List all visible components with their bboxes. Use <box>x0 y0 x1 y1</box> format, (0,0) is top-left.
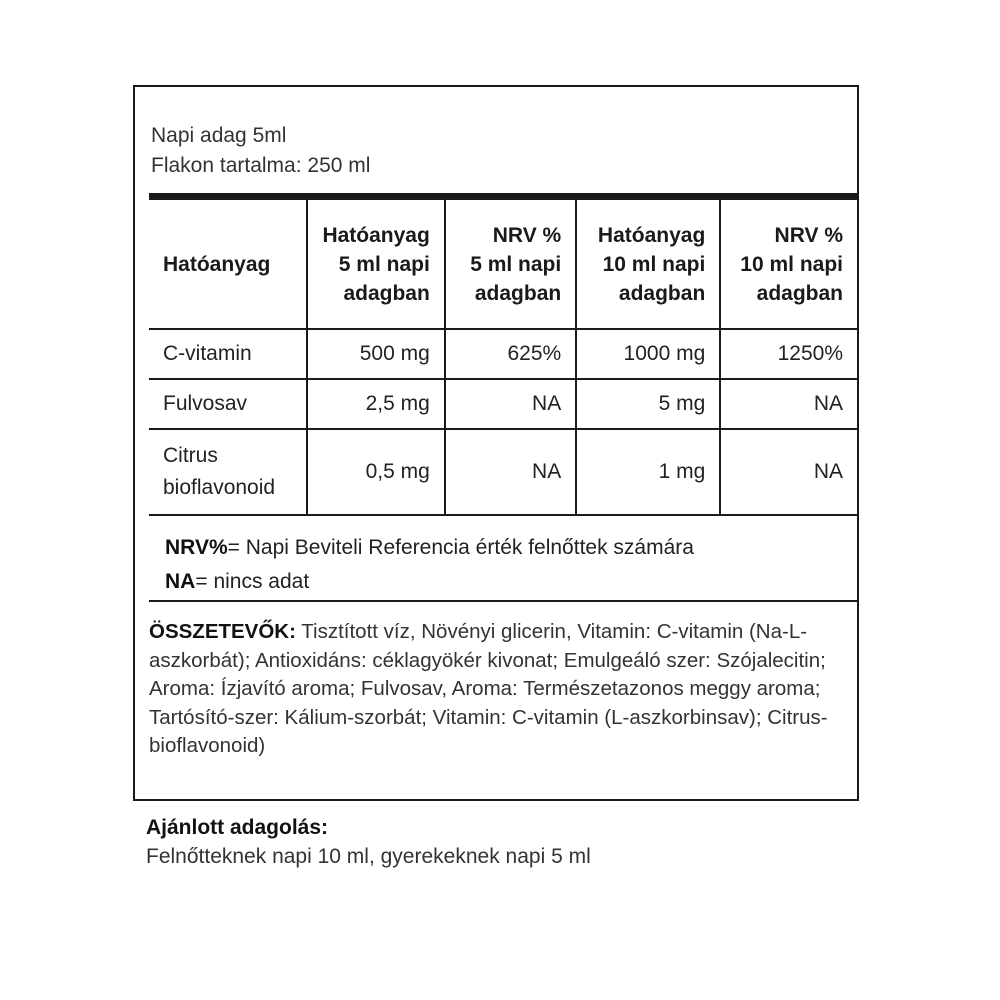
amount-10ml: 1 mg <box>576 429 720 515</box>
recommended-dosage <box>146 813 591 871</box>
header-nrv-5ml: NRV % 5 ml napi adagban <box>445 200 576 329</box>
header-amount-10ml: Hatóanyag 10 ml napi adagban <box>576 200 720 329</box>
amount-5ml: 500 mg <box>307 329 444 379</box>
ingredients-text: Tisztított víz, Növényi glicerin, Vitamin: C-vitamin (Na-L-aszkorbát); Antioxidáns: céklagyökér kivonat; Emulgeáló szer: Szójalecitin; Aroma: Ízjavító aroma; Fulvosav, Aroma: Természetazonos meggy aroma; Tartósító-szer: Kálium-szorbát; Vitamin: C-vitamin (L-aszkorbinsav); Citrus-bioflavonoid) <box>149 620 828 757</box>
amount-10ml: 1000 mg <box>576 329 720 379</box>
legend <box>165 531 694 599</box>
ingredients-title: ÖSSZETEVŐK: <box>149 620 296 643</box>
table-row <box>149 379 857 429</box>
nrv-5ml: NA <box>445 429 576 515</box>
ingredient-name: Fulvosav <box>149 379 307 429</box>
nutrition-panel <box>133 85 859 801</box>
table-row <box>149 329 857 379</box>
table-header-row <box>149 200 857 329</box>
legend-na-text: = nincs adat <box>195 570 310 593</box>
table-row <box>149 429 857 515</box>
recommended-dosage-text: Felnőtteknek napi 10 ml, gyerekeknek napi 5 ml <box>146 845 591 868</box>
thin-divider <box>149 600 857 602</box>
nrv-10ml: NA <box>720 379 857 429</box>
amount-5ml: 2,5 mg <box>307 379 444 429</box>
legend-na-key: NA <box>165 570 196 593</box>
nrv-10ml: 1250% <box>720 329 857 379</box>
serving-info <box>151 121 370 181</box>
nrv-5ml: 625% <box>445 329 576 379</box>
nrv-10ml: NA <box>720 429 857 515</box>
header-active-ingredient: Hatóanyag <box>149 200 307 329</box>
bottle-content: Flakon tartalma: 250 ml <box>151 154 371 177</box>
nutrient-table <box>149 200 857 516</box>
header-amount-5ml: Hatóanyag 5 ml napi adagban <box>307 200 444 329</box>
amount-10ml: 5 mg <box>576 379 720 429</box>
header-nrv-10ml: NRV % 10 ml napi adagban <box>720 200 857 329</box>
legend-nrv-text: = Napi Beviteli Referencia érték felnőttek számára <box>227 536 694 559</box>
legend-nrv-key: NRV% <box>165 536 228 559</box>
ingredients-section <box>149 618 839 761</box>
recommended-dosage-title: Ajánlott adagolás: <box>146 816 329 839</box>
legend-na <box>165 565 694 599</box>
thick-divider <box>149 193 857 200</box>
ingredient-name: Citrus bioflavonoid <box>149 429 307 515</box>
serving-size: Napi adag 5ml <box>151 124 287 147</box>
legend-nrv <box>165 531 694 565</box>
amount-5ml: 0,5 mg <box>307 429 444 515</box>
ingredient-name: C-vitamin <box>149 329 307 379</box>
nrv-5ml: NA <box>445 379 576 429</box>
